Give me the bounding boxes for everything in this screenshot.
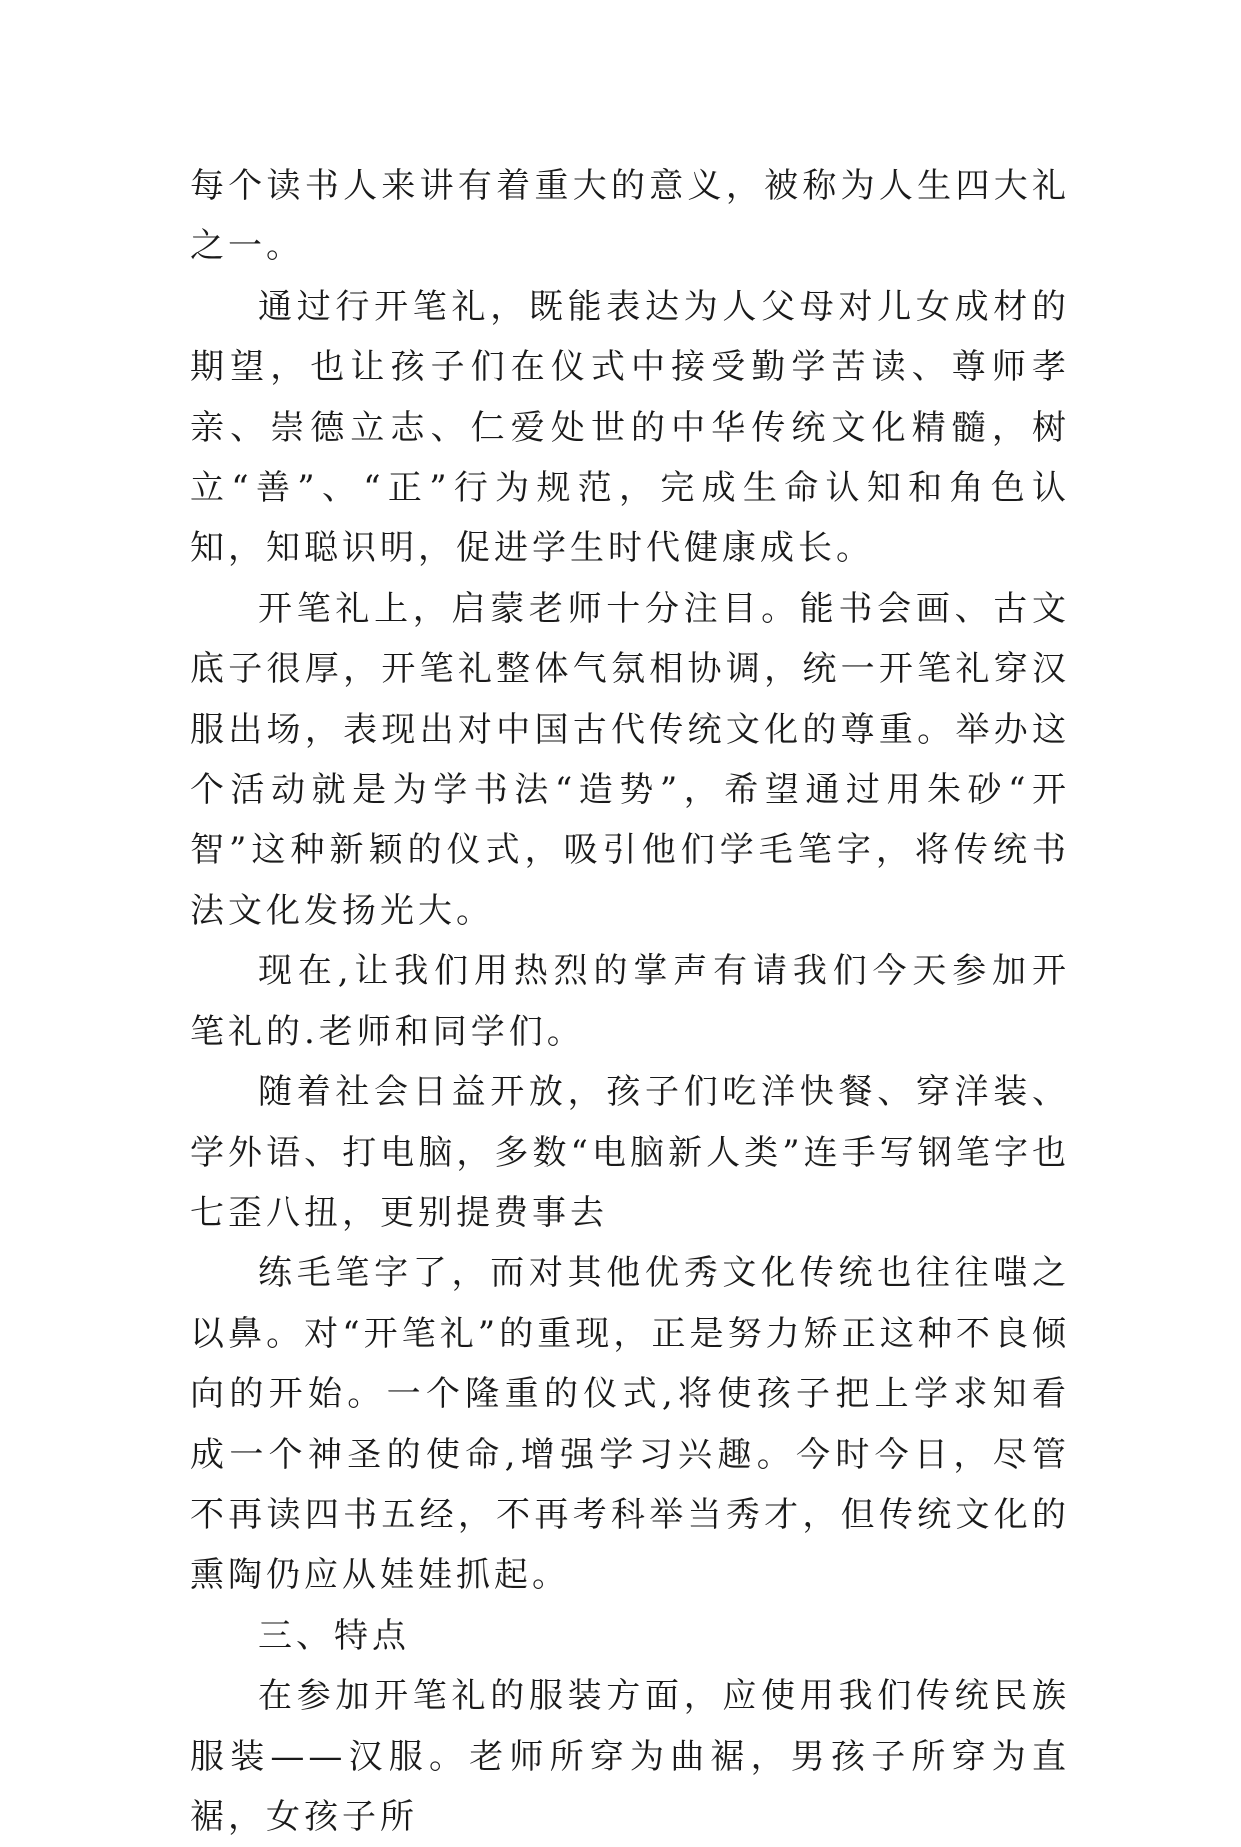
paragraph-kaibi-meaning: 通过行开笔礼，既能表达为人父母对儿女成材的期望，也让孩子们在仪式中接受勤学苦读、尊师孝亲、崇德立志、仁爱处世的中华传统文化精髓，树立“善”、“正”行为规范，完成生命认知和角色认知，知聪识明，促进学生时代健康成长。 <box>190 286 1070 569</box>
document-body <box>190 156 1070 1847</box>
paragraph-calligraphy: 练毛笔字了，而对其他优秀文化传统也往往嗤之以鼻。对“开笔礼”的重现，正是努力矫正这种不良倾向的开始。一个隆重的仪式,将使孩子把上学求知看成一个神圣的使命,增强学习兴趣。今时今日，尽管不再读四书五经，不再考科举当秀才，但传统文化的熏陶仍应从娃娃抓起。 <box>190 1253 1070 1596</box>
paragraph-society: 随着社会日益开放，孩子们吃洋快餐、穿洋装、学外语、打电脑，多数“电脑新人类”连手写钢笔字也七歪八扭，更别提费事去 <box>190 1072 1070 1233</box>
paragraph-teacher: 开笔礼上，启蒙老师十分注目。能书会画、古文底子很厚，开笔礼整体气氛相协调，统一开笔礼穿汉服出场，表现出对中国古代传统文化的尊重。举办这个活动就是为学书法“造势”，希望通过用朱砂“开智”这种新颖的仪式，吸引他们学毛笔字，将传统书法文化发扬光大。 <box>190 588 1070 931</box>
paragraph-continuation: 每个读书人来讲有着重大的意义，被称为人生四大礼之一。 <box>190 166 1070 267</box>
section-heading-features: 三、特点 <box>258 1615 410 1656</box>
paragraph-clothing: 在参加开笔礼的服装方面，应使用我们传统民族服装——汉服。老师所穿为曲裾，男孩子所穿为直裾，女孩子所 <box>190 1676 1070 1837</box>
paragraph-applause: 现在,让我们用热烈的掌声有请我们今天参加开笔礼的.老师和同学们。 <box>190 951 1070 1052</box>
